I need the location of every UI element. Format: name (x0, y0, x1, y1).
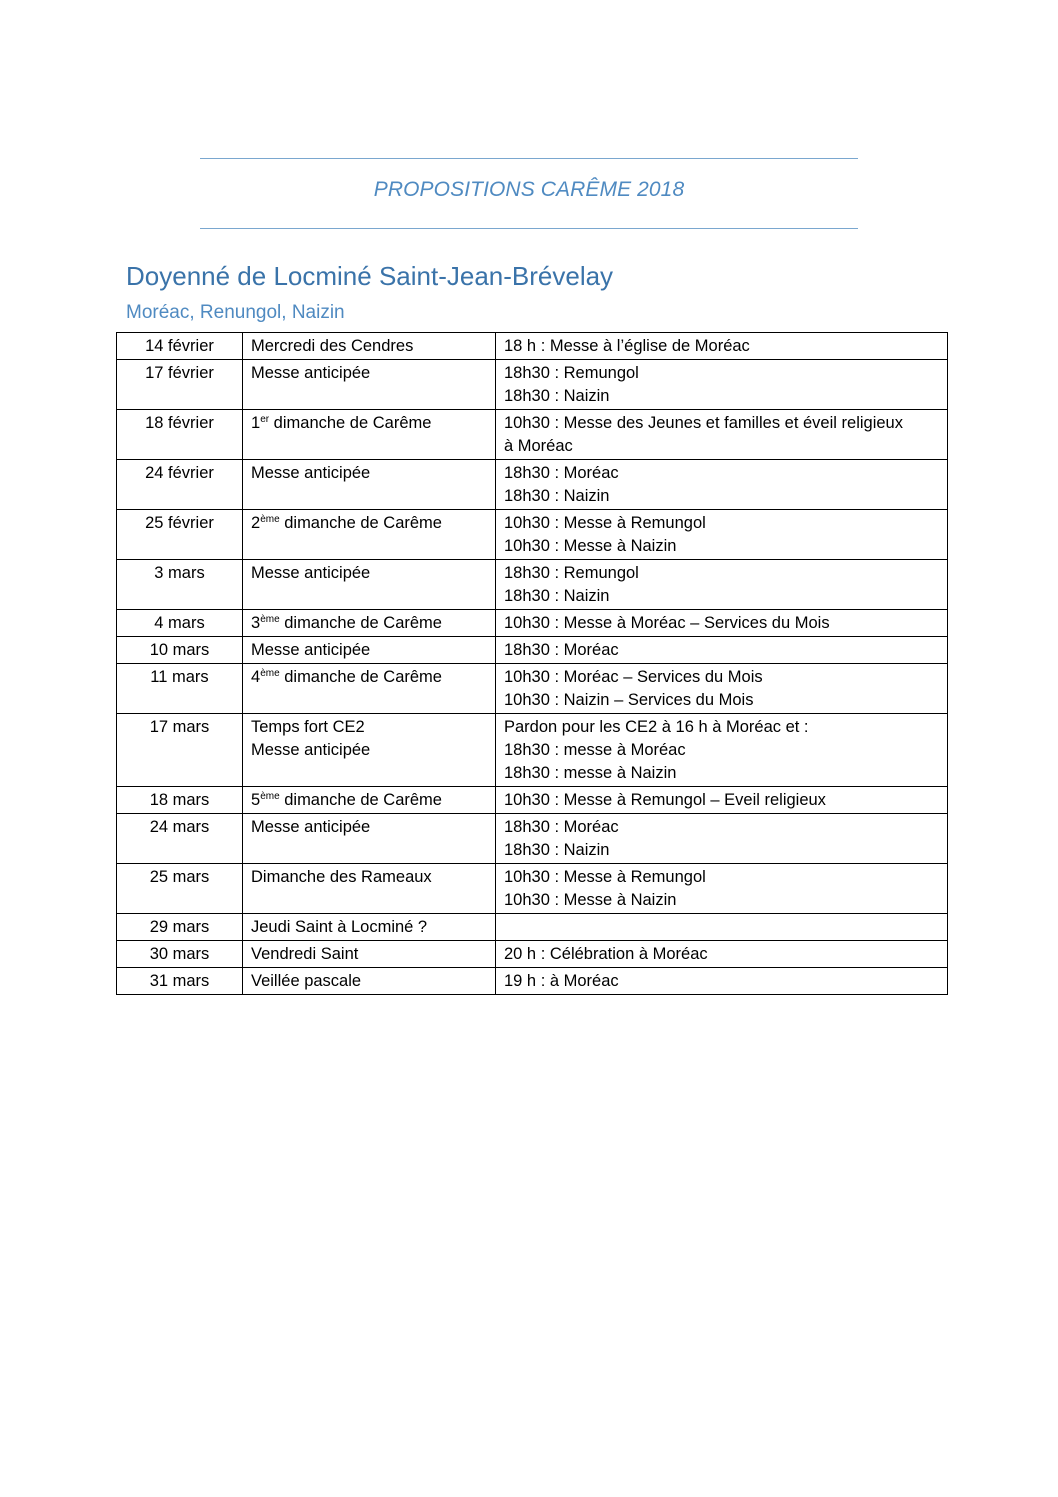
event-text: Messe anticipée (251, 818, 371, 836)
detail-line: 10h30 : Messe à Naizin (504, 891, 677, 909)
date-cell: 30 mars (117, 941, 243, 968)
table-row (117, 664, 948, 714)
parishes-subheading: Moréac, Renungol, Naizin (126, 302, 345, 323)
event-text: 3 (251, 614, 261, 632)
date-cell: 18 mars (117, 787, 243, 814)
event-cell (243, 560, 496, 610)
event-cell (243, 914, 496, 941)
event-ordinal-suffix: ème (260, 791, 280, 802)
event-text-rest: dimanche de Carême (279, 614, 442, 632)
detail-line: 10h30 : Messe à Naizin (504, 537, 677, 555)
event-text: Veillée pascale (251, 972, 362, 990)
event-text: 4 (251, 668, 261, 686)
event-cell (243, 510, 496, 560)
table-row (117, 714, 948, 787)
event-text: Messe anticipée (251, 364, 371, 382)
deanery-heading: Doyenné de Locminé Saint-Jean-Brévelay (126, 261, 614, 291)
details-cell (496, 664, 948, 714)
detail-line: 18h30 : Naizin (504, 487, 610, 505)
detail-line: 19 h : à Moréac (504, 972, 619, 990)
event-text-rest: dimanche de Carême (269, 414, 432, 432)
event-line (251, 816, 487, 839)
event-ordinal-suffix: ème (260, 514, 280, 525)
event-cell (243, 410, 496, 460)
date-cell: 18 février (117, 410, 243, 460)
details-cell (496, 360, 948, 410)
event-text: Dimanche des Rameaux (251, 868, 432, 886)
detail-line: 10h30 : Messe à Remungol (504, 514, 706, 532)
date-cell: 4 mars (117, 610, 243, 637)
event-cell (243, 360, 496, 410)
schedule-table (116, 332, 948, 995)
details-cell (496, 637, 948, 664)
event-cell (243, 637, 496, 664)
detail-line: 18h30 : Remungol (504, 564, 639, 582)
event-text: Vendredi Saint (251, 945, 359, 963)
detail-line: 18h30 : messe à Naizin (504, 764, 677, 782)
detail-line: à Moréac (504, 437, 573, 455)
title-bottom-rule (200, 228, 858, 229)
event-text: Messe anticipée (251, 641, 371, 659)
details-cell (496, 610, 948, 637)
event-ordinal-suffix: ème (260, 614, 280, 625)
date-cell: 17 mars (117, 714, 243, 787)
event-cell (243, 714, 496, 787)
detail-line: 18h30 : Remungol (504, 364, 639, 382)
detail-line: 18h30 : Moréac (504, 464, 619, 482)
table-row (117, 787, 948, 814)
detail-line: Pardon pour les CE2 à 16 h à Moréac et : (504, 718, 809, 736)
event-line (251, 789, 487, 812)
detail-line: 10h30 : Messe à Remungol – Eveil religieux (504, 791, 826, 809)
details-cell (496, 941, 948, 968)
date-cell: 25 mars (117, 864, 243, 914)
detail-line: 18h30 : messe à Moréac (504, 741, 686, 759)
event-line (251, 666, 487, 689)
date-cell: 29 mars (117, 914, 243, 941)
event-cell (243, 814, 496, 864)
date-cell: 31 mars (117, 968, 243, 995)
date-cell: 10 mars (117, 637, 243, 664)
table-row (117, 510, 948, 560)
event-text: 2 (251, 514, 261, 532)
event-ordinal-suffix: er (260, 414, 270, 425)
event-line (251, 943, 487, 966)
event-cell (243, 664, 496, 714)
event-ordinal-suffix: ème (260, 668, 280, 679)
detail-line: 18h30 : Moréac (504, 641, 619, 659)
date-cell: 14 février (117, 333, 243, 360)
detail-line: 18h30 : Naizin (504, 387, 610, 405)
date-cell: 25 février (117, 510, 243, 560)
detail-line: 18h30 : Naizin (504, 587, 610, 605)
event-line (251, 462, 487, 485)
details-cell (496, 714, 948, 787)
table-row (117, 610, 948, 637)
title-top-rule (200, 158, 858, 159)
table-row (117, 560, 948, 610)
detail-line: 10h30 : Naizin – Services du Mois (504, 691, 754, 709)
table-row (117, 914, 948, 941)
event-cell (243, 864, 496, 914)
table-row (117, 333, 948, 360)
event-line (251, 335, 487, 358)
event-line (251, 612, 487, 635)
event-text: Messe anticipée (251, 464, 371, 482)
details-cell (496, 410, 948, 460)
table-row (117, 864, 948, 914)
details-cell (496, 814, 948, 864)
event-text: Jeudi Saint à Locminé ? (251, 918, 428, 936)
event-cell (243, 460, 496, 510)
event-line (251, 716, 487, 739)
table-row (117, 968, 948, 995)
event-text: Temps fort CE2 (251, 718, 365, 736)
event-text-rest: dimanche de Carême (279, 514, 442, 532)
event-line (251, 562, 487, 585)
date-cell: 11 mars (117, 664, 243, 714)
detail-line: 20 h : Célébration à Moréac (504, 945, 708, 963)
document-title: PROPOSITIONS CARÊME 2018 (373, 178, 685, 201)
table-row (117, 941, 948, 968)
event-cell (243, 787, 496, 814)
event-cell (243, 941, 496, 968)
event-text: Messe anticipée (251, 564, 371, 582)
details-cell (496, 914, 948, 941)
event-cell (243, 610, 496, 637)
event-text: Mercredi des Cendres (251, 337, 414, 355)
details-cell (496, 510, 948, 560)
schedule-table-body (117, 333, 948, 995)
table-row (117, 410, 948, 460)
table-row (117, 814, 948, 864)
event-text-rest: dimanche de Carême (279, 668, 442, 686)
event-text-rest: dimanche de Carême (279, 791, 442, 809)
detail-line: 10h30 : Messe à Moréac – Services du Mois (504, 614, 830, 632)
detail-line: 18h30 : Naizin (504, 841, 610, 859)
details-cell (496, 787, 948, 814)
detail-line: 10h30 : Messe des Jeunes et familles et éveil religieux (504, 414, 903, 432)
details-cell (496, 333, 948, 360)
details-cell (496, 460, 948, 510)
event-line (251, 362, 487, 385)
event-line (251, 916, 487, 939)
details-cell (496, 968, 948, 995)
detail-line: 10h30 : Messe à Remungol (504, 868, 706, 886)
event-line-2: Messe anticipée (251, 741, 371, 759)
table-row (117, 360, 948, 410)
event-text: 5 (251, 791, 261, 809)
event-text: 1 (251, 414, 261, 432)
detail-line: 10h30 : Moréac – Services du Mois (504, 668, 763, 686)
date-cell: 3 mars (117, 560, 243, 610)
event-cell (243, 333, 496, 360)
event-line (251, 412, 487, 435)
event-line (251, 866, 487, 889)
event-line (251, 512, 487, 535)
date-cell: 24 mars (117, 814, 243, 864)
event-line (251, 970, 487, 993)
event-line (251, 639, 487, 662)
table-row (117, 637, 948, 664)
detail-line: 18 h : Messe à l’église de Moréac (504, 337, 750, 355)
date-cell: 24 février (117, 460, 243, 510)
details-cell (496, 560, 948, 610)
detail-line: 18h30 : Moréac (504, 818, 619, 836)
details-cell (496, 864, 948, 914)
event-cell (243, 968, 496, 995)
date-cell: 17 février (117, 360, 243, 410)
table-row (117, 460, 948, 510)
